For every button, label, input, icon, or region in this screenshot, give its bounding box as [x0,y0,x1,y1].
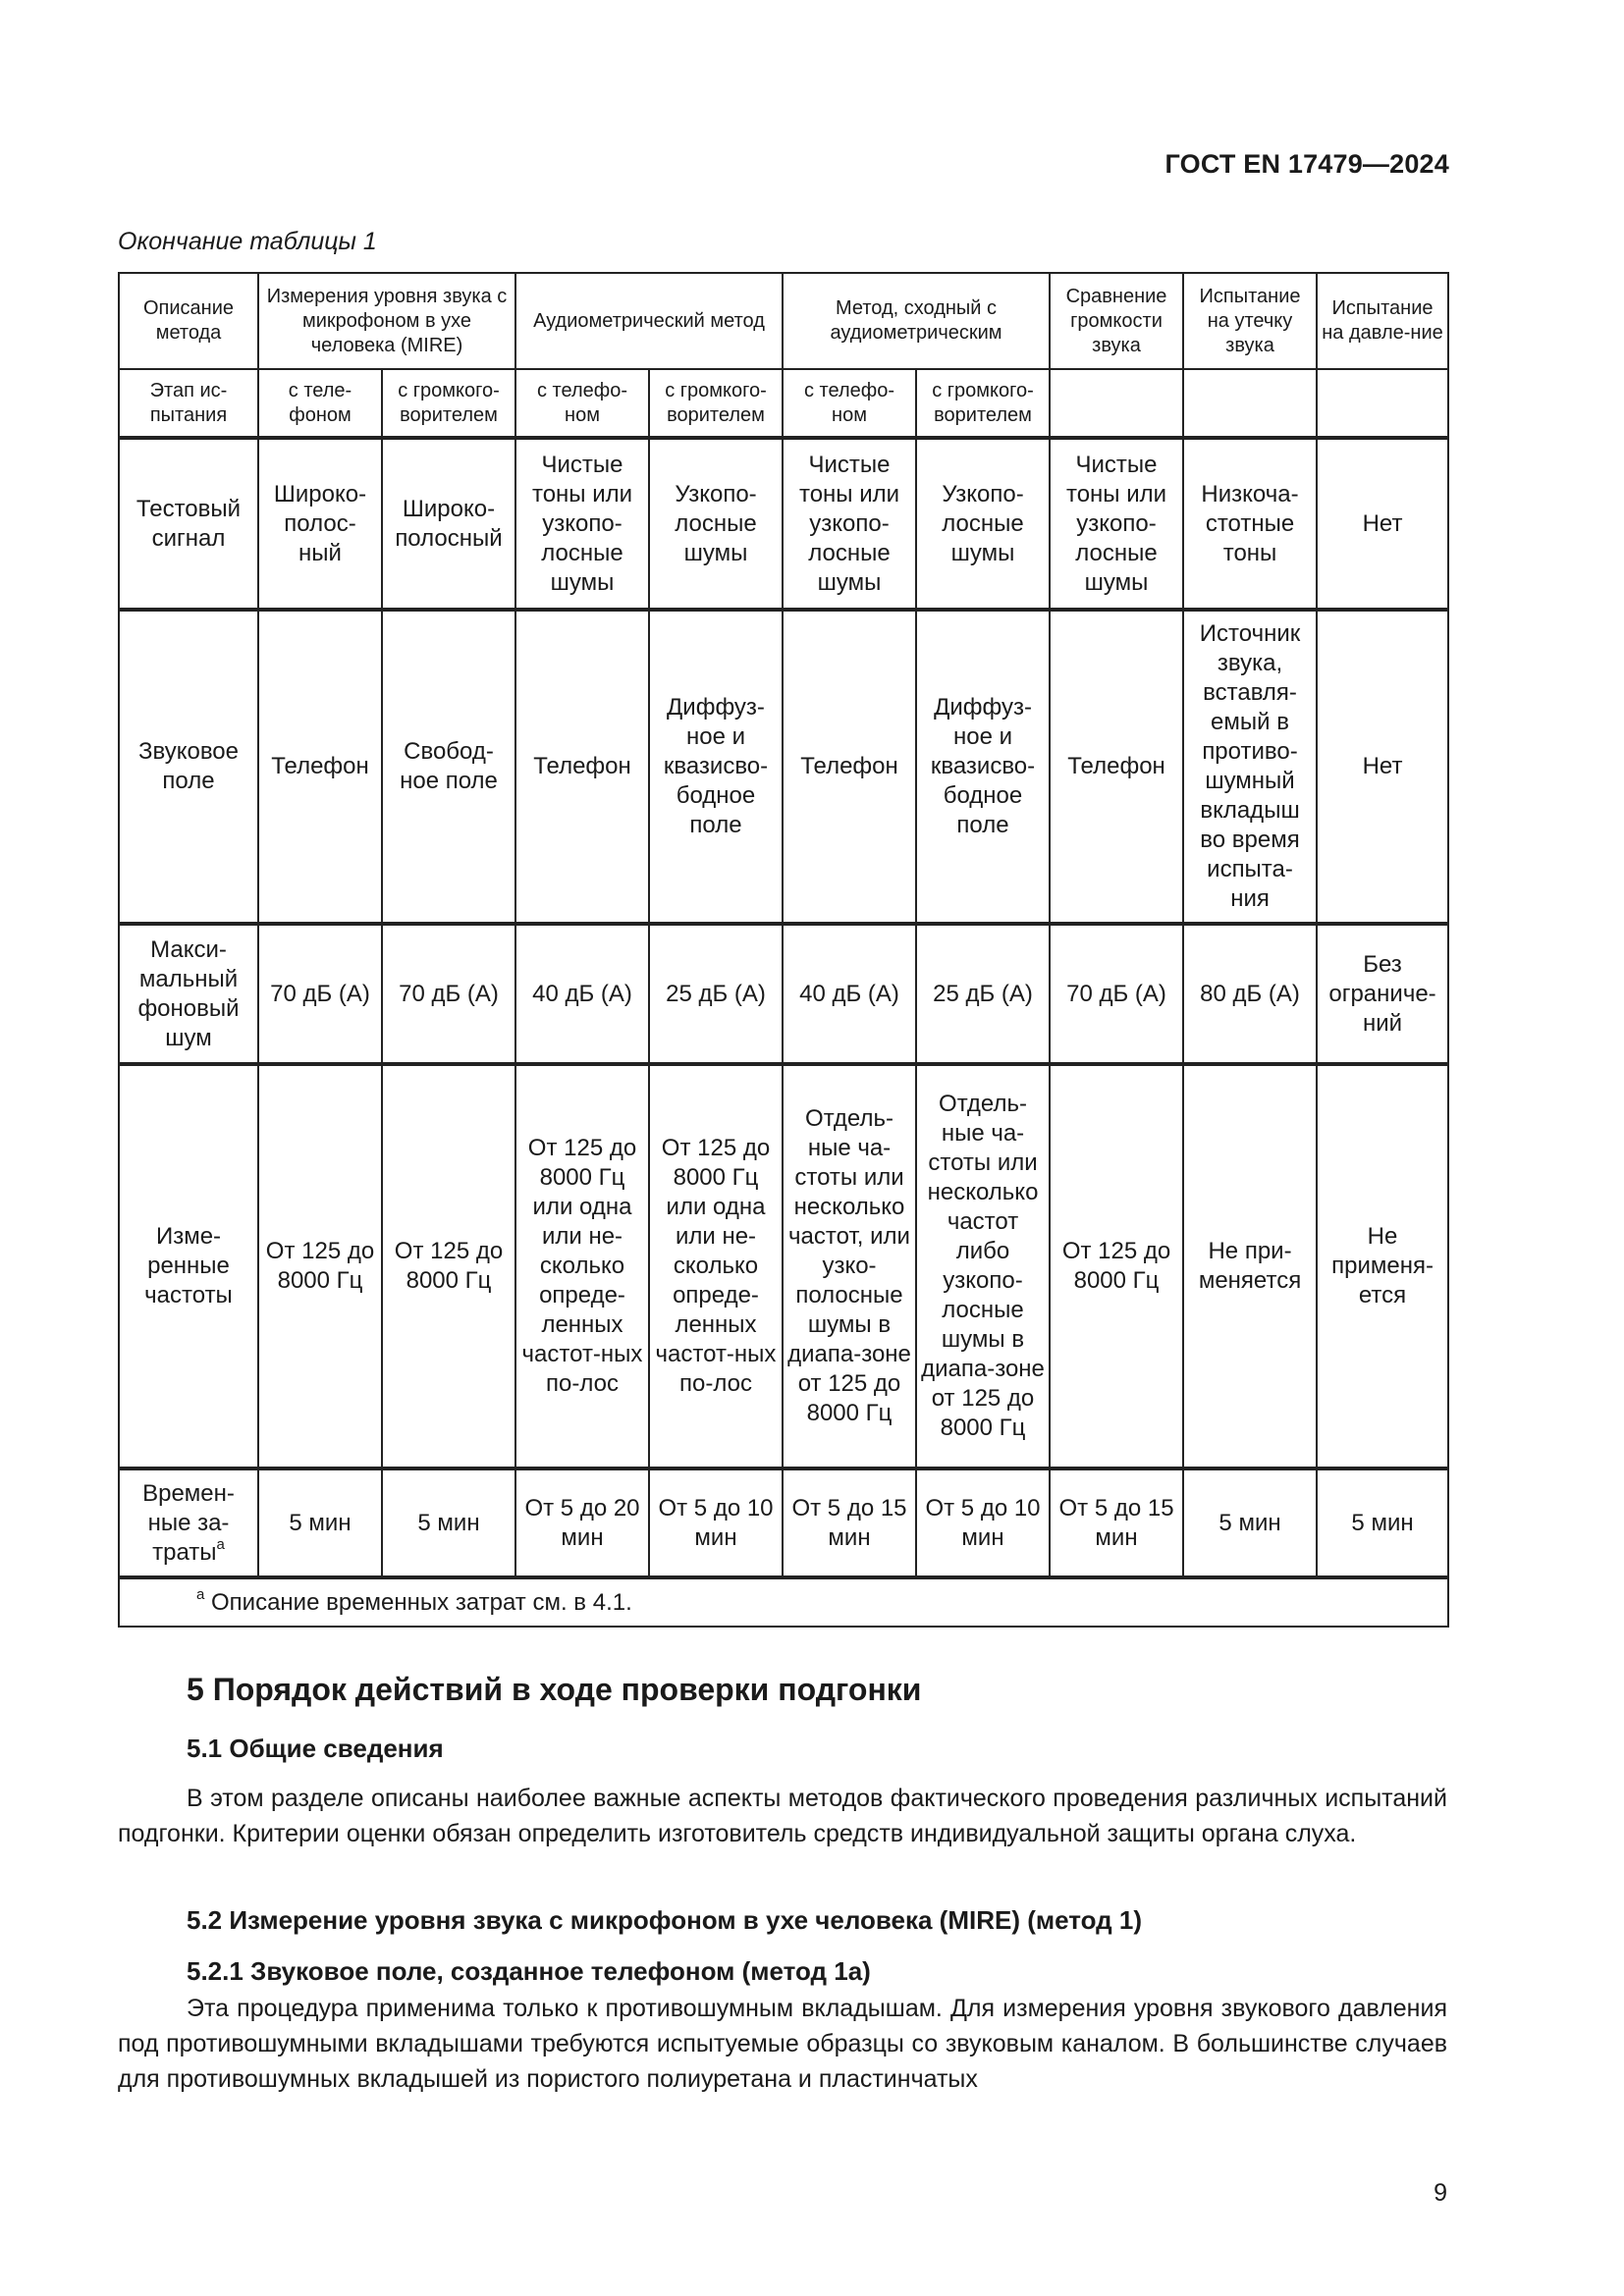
table-cell: Узкопо-лосные шумы [916,438,1050,610]
table-cell: От 5 до 15 мин [1050,1468,1183,1577]
stage-cell: с громкого-ворителем [916,369,1050,438]
table-cell: От 125 до 8000 Гц [1050,1064,1183,1468]
header-cell: Измерения уровня звука с микрофоном в ухе человека (MIRE) [258,273,515,369]
table-cell: Источник звука, вставля-емый в противо-шумный вкладыш во время испыта-ния [1183,610,1317,924]
stage-label: Этап ис-пытания [119,369,258,438]
table-cell: 25 дБ (А) [649,924,783,1064]
table-cell: Низкоча-стотные тоны [1183,438,1317,610]
paragraph-5-2-1 [118,1991,1447,2097]
table-cell: От 125 до 8000 Гц или одна или не-сколько опреде-ленных частот-ных по-лос [649,1064,783,1468]
table-cell: 80 дБ (А) [1183,924,1317,1064]
table-cell: Широко-полосный [382,438,515,610]
paragraph-text: В этом разделе описаны наиболее важные аспекты методов фактического проведения различных испытаний подгонки. Критерии оценки обязан определить изготовитель средств индивидуальной защиты органа слуха. [118,1785,1447,1847]
table-cell: Без ограниче-ний [1317,924,1448,1064]
footnote-ref: a [216,1535,225,1553]
table-cell: Отдель-ные ча-стоты или несколько частот либо узкопо-лосные шумы в диапа-зоне от 125 до 8000 Гц [916,1064,1050,1468]
header-cell: Испытание на утечку звука [1183,273,1317,369]
table-cell: Телефон [1050,610,1183,924]
section-title: 5 Порядок действий в ходе проверки подгонки [187,1672,922,1707]
subsection-title-5-2: 5.2 Измерение уровня звука с микрофоном в ухе человека (MIRE) (метод 1) [187,1905,1142,1935]
header-cell: Аудиометрический метод [515,273,783,369]
table-cell: 70 дБ (А) [258,924,382,1064]
table-cell: Телефон [515,610,649,924]
document-code: ГОСТ EN 17479—2024 [1164,149,1449,179]
header-cell: Метод, сходный с аудиометрическим [783,273,1050,369]
table-cell: От 125 до 8000 Гц или одна или не-сколько опреде-ленных частот-ных по-лос [515,1064,649,1468]
table-caption: Окончание таблицы 1 [118,228,377,255]
table-cell: Узкопо-лосные шумы [649,438,783,610]
table-footnote [119,1577,1448,1627]
table-stage-row [119,369,1448,438]
table-row [119,1468,1448,1577]
table-cell: Чистые тоны или узкопо-лосные шумы [783,438,916,610]
stage-cell: с телефо-ном [783,369,916,438]
table-row [119,924,1448,1064]
row-label: Звуковое поле [119,610,258,924]
stage-cell: с громкого-ворителем [382,369,515,438]
header-cell: Описание метода [119,273,258,369]
table-cell: От 125 до 8000 Гц [382,1064,515,1468]
table-footnote-row [119,1577,1448,1627]
table-cell: 70 дБ (А) [382,924,515,1064]
table-row [119,1064,1448,1468]
table-cell: Нет [1317,438,1448,610]
table-cell: Чистые тоны или узкопо-лосные шумы [515,438,649,610]
table-cell: Свобод-ное поле [382,610,515,924]
table-cell: Диффуз-ное и квазисво-бодное поле [916,610,1050,924]
table-cell: От 5 до 10 мин [916,1468,1050,1577]
row-label [119,1468,258,1577]
table-cell: Чистые тоны или узкопо-лосные шумы [1050,438,1183,610]
table-header-row [119,273,1448,369]
table-cell: Телефон [783,610,916,924]
page-number: 9 [1434,2179,1447,2207]
subsection-title-5-1: 5.1 Общие сведения [187,1734,444,1763]
table-cell: 70 дБ (А) [1050,924,1183,1064]
stage-cell-empty [1317,369,1448,438]
stage-cell: с громкого-ворителем [649,369,783,438]
table-cell: 40 дБ (А) [783,924,916,1064]
row-label: Тестовый сигнал [119,438,258,610]
table-cell: Не при-меняется [1183,1064,1317,1468]
table-cell: Нет [1317,610,1448,924]
table-cell: От 125 до 8000 Гц [258,1064,382,1468]
table-cell: От 5 до 15 мин [783,1468,916,1577]
table-cell: Диффуз-ное и квазисво-бодное поле [649,610,783,924]
stage-cell: с телефо-ном [515,369,649,438]
methods-table [118,272,1449,1628]
stage-cell: с теле-фоном [258,369,382,438]
table-cell: 5 мин [258,1468,382,1577]
table-cell: Широко-полос-ный [258,438,382,610]
table-cell: 25 дБ (А) [916,924,1050,1064]
row-label: Макси-мальный фоновый шум [119,924,258,1064]
stage-cell-empty [1050,369,1183,438]
paragraph-5-1 [118,1781,1447,1851]
table-cell: 5 мин [1183,1468,1317,1577]
stage-cell-empty [1183,369,1317,438]
header-cell: Сравнение громкости звука [1050,273,1183,369]
table-cell: От 5 до 20 мин [515,1468,649,1577]
subsection-title-5-2-1: 5.2.1 Звуковое поле, созданное телефоном (метод 1а) [187,1956,871,1986]
table-cell: Телефон [258,610,382,924]
footnote-mark: a [196,1585,205,1603]
header-cell: Испытание на давле-ние [1317,273,1448,369]
row-label: Изме-ренные частоты [119,1064,258,1468]
table-row [119,610,1448,924]
table-row [119,438,1448,610]
table-cell: От 5 до 10 мин [649,1468,783,1577]
table-cell: 5 мин [1317,1468,1448,1577]
paragraph-text: Эта процедура применима только к противошумным вкладышам. Для измерения уровня звукового давления под противошумными вкладышами требуются испытуемые образцы со звуковым каналом. В большинстве случаев для противошумных вкладышей из пористого полиуретана и пластинчатых [118,1995,1447,2093]
table-cell: Не применя-ется [1317,1064,1448,1468]
footnote-text: Описание временных затрат см. в 4.1. [204,1588,632,1616]
table-cell: 5 мин [382,1468,515,1577]
table-cell: Отдель-ные ча-стоты или несколько частот, или узко-полосные шумы в диапа-зоне от 125 до 8000 Гц [783,1064,916,1468]
row-label-text: Времен-ные за-траты [142,1479,235,1566]
table-cell: 40 дБ (А) [515,924,649,1064]
